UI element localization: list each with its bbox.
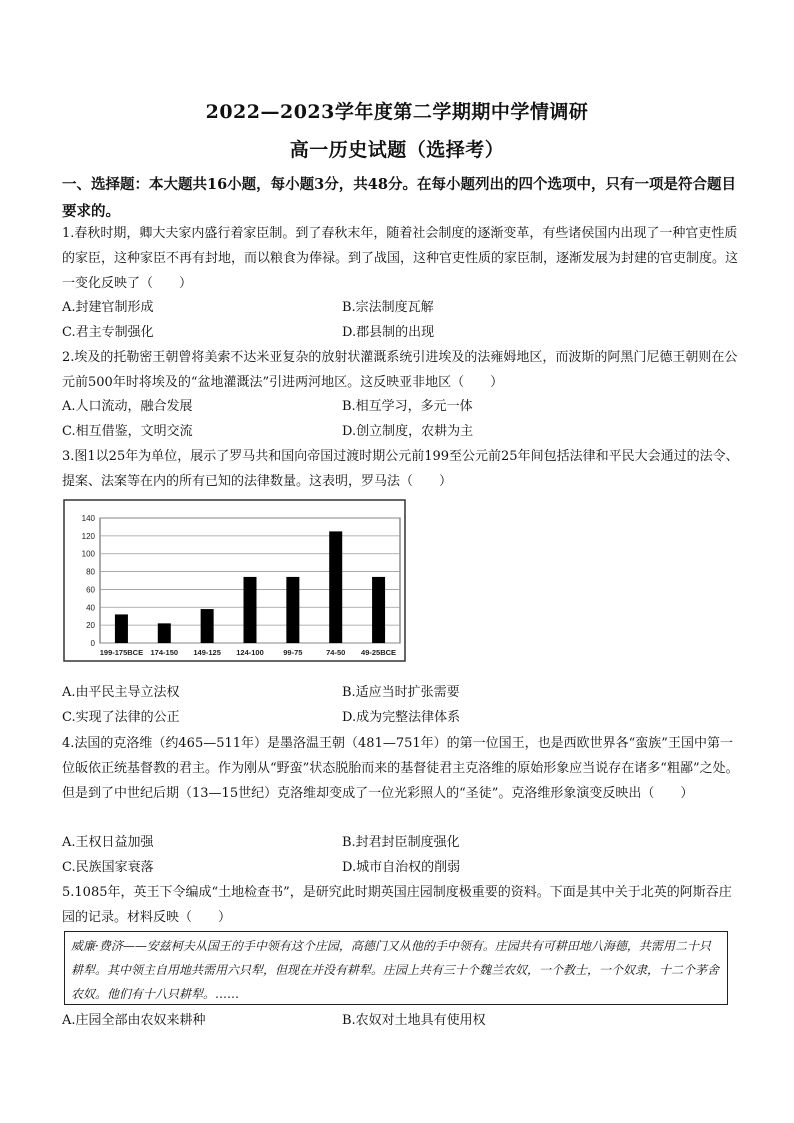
source-material-box: 威廉·费济——安兹柯夫从国王的手中领有这个庄园，高德门又从他的手中领有。庄园共有可耕田地八海德，共需用二十只耕犁。其中领主自用地共需用六只犁，但现在并没有耕犁。庄园上共有三十个魏兰农奴，一个教士，一个奴隶，十二个茅舍农奴。他们有十八只耕犁。……: [64, 931, 728, 1005]
x-tick-label: 49-25BCE: [361, 648, 397, 657]
exam-title: 2022—2023学年度第二学期期中学情调研: [205, 101, 589, 123]
question-1-option-d[interactable]: D.郡县制的出现: [342, 325, 435, 340]
x-tick-label: 99-75: [283, 648, 303, 657]
bar: [244, 577, 257, 643]
x-tick-label: 174-150: [150, 648, 179, 657]
question-3-option-d[interactable]: D.成为完整法律体系: [342, 710, 461, 725]
question-2-stem: 2.埃及的托勒密王朝曾将美索不达米亚复杂的放射状灌溉系统引进埃及的法雍姆地区，而波斯的阿黑门尼德王朝则在公元前500年时将埃及的“盆地灌溉法”引进两河地区。这反映亚非地区（ ）: [62, 350, 738, 390]
y-tick-label: 120: [81, 531, 95, 541]
section-instructions: 一、选择题：本大题共16小题，每小题3分，共48分。在每小题列出的四个选项中，只有一项是符合题目要求的。: [62, 176, 736, 220]
y-tick-label: 60: [86, 585, 95, 595]
question-2-option-b[interactable]: B.相互学习，多元一体: [342, 399, 473, 414]
question-4-option-b[interactable]: B.封君封臣制度强化: [342, 835, 460, 850]
bar: [329, 531, 342, 643]
x-tick-label: 149-125: [193, 648, 221, 657]
figure-1-bar-chart: [62, 498, 407, 663]
y-tick-label: 20: [86, 621, 95, 631]
question-1-option-c[interactable]: C.君主专制强化: [62, 325, 154, 340]
question-3-option-b[interactable]: B.适应当时扩张需要: [342, 685, 460, 700]
y-tick-label: 100: [81, 549, 95, 559]
x-tick-label: 124-100: [236, 648, 264, 657]
y-tick-label: 140: [81, 514, 95, 523]
question-2-option-c[interactable]: C.相互借鉴，文明交流: [62, 424, 193, 439]
bar: [201, 609, 214, 643]
question-3-stem: 3.图1以25年为单位，展示了罗马共和国向帝国过渡时期公元前199至公元前25年间包括法律和平民大会通过的法令、提案、法案等在内的所有已知的法律数量。这表明，罗马法（ ）: [62, 449, 739, 489]
exam-subtitle: 高一历史试题（选择考）: [289, 139, 505, 161]
question-3-option-a[interactable]: A.由平民主导立法权: [62, 685, 180, 700]
bar: [286, 577, 299, 643]
question-1-stem: 1.春秋时期，卿大夫家内盛行着家臣制。到了春秋末年，随着社会制度的逐渐变革，有些诸侯国内出现了一种官吏性质的家臣，这种家臣不再有封地，而以粮食为俸禄。到了战国，这种官吏性质的家臣制，逐渐发展为封建的官吏制度。这一变化反映了（ ）: [62, 226, 739, 291]
bar: [372, 577, 385, 643]
bar: [115, 614, 128, 643]
question-4-stem: 4.法国的克洛维（约465—511年）是墨洛温王朝（481—751年）的第一位国王，也是西欧世界各“蛮族”王国中第一位皈依正统基督教的君主。作为刚从“野蛮”状态脱胎而来的基督徒君主克洛维的原始形象应当说存在诸多“粗鄙”之处。但是到了中世纪后期（13—15世纪）克洛维却变成了一位光彩照人的“圣徒”。克洛维形象演变反映出（ ）: [62, 736, 739, 801]
question-4-option-a[interactable]: A.王权日益加强: [62, 835, 154, 850]
question-2-option-a[interactable]: A.人口流动，融合发展: [62, 399, 193, 414]
y-tick-label: 0: [90, 639, 95, 648]
bar: [158, 623, 171, 643]
question-4-option-c[interactable]: C.民族国家衰落: [62, 860, 154, 875]
question-1-option-a[interactable]: A.封建官制形成: [62, 300, 154, 315]
question-4-option-d[interactable]: D.城市自治权的削弱: [342, 860, 461, 875]
x-tick-label: 199-175BCE: [99, 648, 144, 657]
question-5-stem: 5.1085年，英王下令编成“土地检查书”，是研究此时期英国庄园制度极重要的资料。下面是其中关于北英的阿斯吞庄园的记录。材料反映（ ）: [62, 885, 732, 925]
y-tick-label: 40: [86, 603, 95, 613]
question-3-option-c[interactable]: C.实现了法律的公正: [62, 710, 180, 725]
question-5-option-a[interactable]: A.庄园全部由农奴来耕种: [62, 1013, 206, 1028]
question-2-option-d[interactable]: D.创立制度，农耕为主: [342, 424, 474, 439]
y-tick-label: 80: [86, 567, 95, 577]
question-5-option-b[interactable]: B.农奴对土地具有使用权: [342, 1013, 486, 1028]
x-tick-label: 74-50: [326, 648, 346, 657]
question-1-option-b[interactable]: B.宗法制度瓦解: [342, 300, 434, 315]
